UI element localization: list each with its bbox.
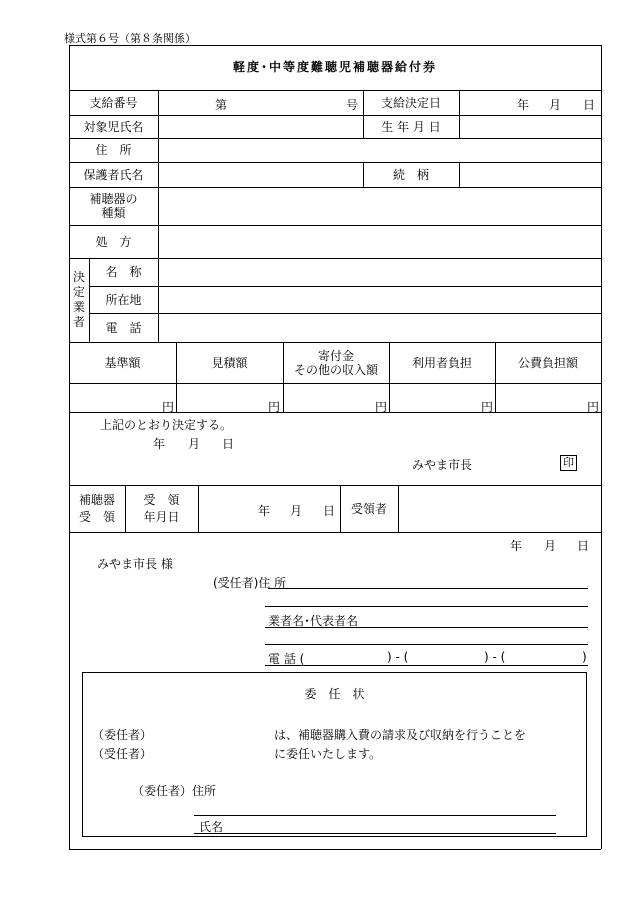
agent-address-line-2 [265,606,588,607]
amount-header-estimate: 見積額 [211,355,248,370]
vendor-location-label: 所在地 [105,292,142,307]
vendor-group-label [69,258,89,342]
receipt-day: 日 [323,504,336,518]
page-title: 軽度･中等度難聴児補聴器給付券 [232,60,437,74]
form-number: 様式第６号（第８条関係） [64,32,196,45]
amount-header-standard: 基準額 [104,355,141,370]
device-type-label-line1: 補聴器の [89,192,138,206]
frame-right [601,45,602,849]
vendor-group-char: 者 [72,315,85,329]
proxy-title: 委 任 状 [304,687,365,701]
frame-bottom [69,849,601,850]
receipt-date-label-line1: 受 領 [143,492,180,507]
agent-phone-line [265,665,588,666]
claim-year: 年 [510,539,523,553]
company-rep-label: 業者名･代表者名 [268,614,359,628]
child-name-label: 対象児氏名 [83,119,144,134]
agent-phone-dash1: ) - ( [387,650,409,664]
proxy-text-line2: に委任いたします。 [274,747,382,761]
agent-phone-end: ) [582,650,587,664]
vendor-phone-label: 電 話 [105,320,142,335]
amount-unit-user-burden: 円 [481,400,494,414]
company-rep-line-2 [265,644,588,645]
prescription-label: 処 方 [95,234,132,249]
vendor-name-label: 名 称 [105,265,142,279]
receipt-date-label-line2: 年月日 [143,509,180,524]
proxy-agent-label: （受任者） [92,747,153,761]
rule [459,162,460,187]
receipt-date-label [125,485,198,532]
receiver-label: 受領者 [350,501,387,516]
proxy-principal-address: （委任者）住所 [132,784,217,798]
proxy-name-label: 氏名 [199,820,224,834]
decision-year: 年 [153,437,166,451]
claim-day: 日 [577,539,590,553]
relation-label: 続 柄 [392,167,429,182]
amount-unit-standard: 円 [162,400,175,414]
mayor-title: みやま市長 [412,458,473,472]
vendor-group-char: 業 [72,300,85,314]
amount-header-donation: 寄付金 その他の収入額 [293,348,378,377]
rule [459,90,460,138]
guardian-name-label: 保護者氏名 [83,167,144,182]
decision-text: 上記のとおり決定する。 [100,418,233,432]
amount-header-user-burden: 利用者負担 [411,355,472,370]
decision-date-label: 支給決定日 [380,95,441,110]
company-rep-line [265,627,588,628]
seal-mark: 印 [560,455,577,471]
decision-date-year: 年 [517,98,530,112]
vendor-group-char: 決 [72,270,85,284]
amount-unit-estimate: 円 [268,400,281,414]
rule [89,286,601,287]
amount-unit-donation: 円 [375,400,388,414]
decision-date-day: 日 [583,98,596,112]
rule [158,90,159,258]
claim-month: 月 [544,539,557,553]
issue-number-prefix: 第 [215,98,228,112]
agent-address-label: (受任者)住 所 [213,576,287,590]
rule [89,313,601,314]
receipt-label-line1: 補聴器 [78,492,115,507]
receipt-label [69,485,125,532]
rule [398,485,399,532]
agent-phone-dash2: ) - ( [484,650,506,664]
address-label: 住 所 [95,143,132,157]
amount-header-public-burden: 公費負担額 [517,355,578,370]
rule [198,485,199,532]
proxy-address-line [194,815,556,816]
proxy-name-line [194,833,556,834]
decision-date-month: 月 [549,98,562,112]
birthdate-label: 生 年 月 日 [381,119,441,134]
claim-addressee: みやま市長 様 [97,557,173,571]
agent-phone-label: 電 話 ( [268,652,305,666]
rule [158,258,159,342]
receipt-label-line2: 受 領 [78,509,115,524]
proxy-text-line1: は、補聴器購入費の請求及び収納を行うことを [274,728,527,742]
decision-day: 日 [222,437,235,451]
issue-number-label: 支給番号 [89,95,138,110]
amount-unit-public-burden: 円 [587,400,600,414]
proxy-principal-label: （委任者） [92,728,153,742]
rule [69,383,601,384]
device-type-label-line2: 種類 [101,206,126,220]
device-type-label [69,187,158,225]
rule [69,532,601,533]
receipt-year: 年 [258,504,271,518]
agent-address-line [268,588,588,589]
frame-top [69,45,601,46]
rule [69,412,601,413]
vendor-group-char: 定 [72,285,85,299]
issue-number-suffix: 号 [346,98,359,112]
receipt-month: 月 [290,504,303,518]
decision-month: 月 [188,437,201,451]
